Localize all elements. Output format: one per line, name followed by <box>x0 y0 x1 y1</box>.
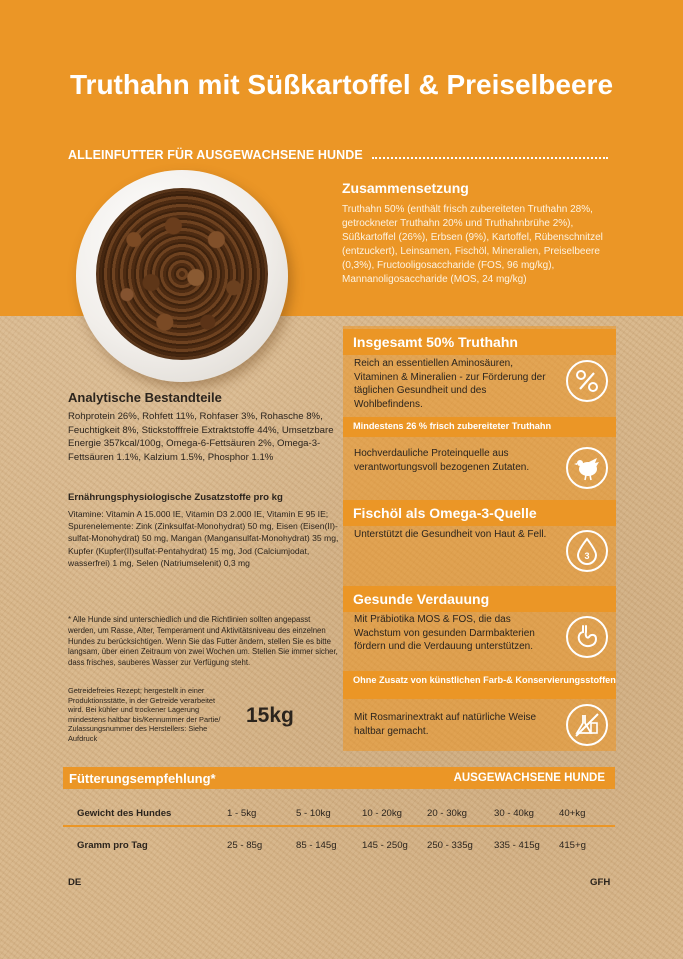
table-cell: 335 - 415g <box>494 840 540 851</box>
net-weight: 15kg <box>246 704 294 727</box>
feeding-note: * Alle Hunde sind unterschiedlich und die Richtlinien sollten angepasst werden, um Rasse, Alter, Temperament und Aktivitätsniveau des einzelnen Hundes zu berücksichtigen. Wenn Sie das Futter ändern, stellen Sie es bitte langsam, über einen Zeitraum von zwei Wochen um. Stellen Sie immer sicher, dass frisches, sauberes Wasser zur Verfügung steht. <box>68 615 338 668</box>
row-label: Gramm pro Tag <box>77 840 148 851</box>
table-cell: 85 - 145g <box>296 840 337 851</box>
table-divider <box>63 825 615 827</box>
no-chemicals-icon <box>566 704 608 746</box>
feature-heading: Fischöl als Omega-3-Quelle <box>343 500 616 526</box>
table-cell: 30 - 40kg <box>494 808 535 819</box>
svg-text:3: 3 <box>584 551 590 561</box>
feature-heading: Ohne Zusatz von künstlichen Farb-& Konservierungsstoffen <box>343 671 616 699</box>
omega3-drop-icon <box>566 530 608 572</box>
table-cell: 1 - 5kg <box>227 808 257 819</box>
feeding-header <box>63 767 615 789</box>
table-cell: 40+kg <box>559 808 586 819</box>
feature-heading: Mindestens 26 % frisch zubereiteter Truthahn <box>343 417 616 437</box>
table-cell: 10 - 20kg <box>362 808 403 819</box>
feature-heading: Insgesamt 50% Truthahn <box>343 329 616 355</box>
brand-code: GFH <box>590 877 611 888</box>
product-title: Truthahn mit Süßkartoffel & Preiselbeere <box>70 69 614 100</box>
table-cell: 415+g <box>559 840 586 851</box>
kibble-image <box>96 188 268 360</box>
composition-heading: Zusammensetzung <box>342 180 469 196</box>
stomach-icon <box>566 616 608 658</box>
additives-text: Vitamine: Vitamin A 15.000 IE, Vitamin D3 2.000 IE, Vitamin E 95 IE; Spurenelemente: Zink (Zinksulfat-Monohydrat) 50 mg, Eisen (Eisen(II)-sulfat-Monohydrat) 50 mg, Mangan (Mangansulfat-Monohydrat) 35 mg, Kupfer (Kupfer(II)sulfat-Pentahydrat) 15 mg, Jod (Calciumjodat, wasserfrei) 1 mg, Selen (Natriumselenit) 0,3 mg <box>68 509 339 568</box>
composition-text: Truthahn 50% (enthält frisch zubereiteten Truthahn 28%, getrockneter Truthahn 20% und Truthahnbrühe 2%), Süßkartoffel (26%), Erbsen (9%), Kartoffel, Rübenschnitzel (entzuckert), Leinsamen, Fischöl, Mineralien, Preiselbeere (0,3%), Fructooligosaccharide (FOS, 96 mg/kg), Mannanoligosaccharide (MOS, 24 mg/kg) <box>342 204 603 285</box>
analytic-text: Rohprotein 26%, Rohfett 11%, Rohfaser 3%, Rohasche 8%, Feuchtigkeit 8%, Stickstofffreie Extraktstoffe 44%, Umsetzbare Energie 357kcal/100g, Omega-6-Fettsäuren 2%, Omega-3-Fettsäuren 1.1%, Kalzium 1.5%, Phosphor 1.1% <box>68 411 334 463</box>
feature-heading: Gesunde Verdauung <box>343 586 616 612</box>
table-cell: 20 - 30kg <box>427 808 468 819</box>
turkey-icon <box>566 447 608 489</box>
table-row <box>63 804 615 824</box>
feature-text: Hochverdauliche Proteinquelle aus verantwortungsvoll bezogenen Zutaten. <box>354 448 530 473</box>
percent-icon <box>566 360 608 402</box>
feeding-heading: Fütterungsempfehlung* <box>69 771 216 786</box>
feature-text: Mit Präbiotika MOS & FOS, die das Wachstum von gesunden Darmbakterien fördern und die Verdauung unterstützen. <box>354 614 535 653</box>
feature-text: Reich an essentiellen Aminosäuren, Vitaminen & Mineralien - zur Förderung der täglichen Gesundheit und des Wohlbefindens. <box>354 358 546 410</box>
storage-note: Getreidefreies Rezept; hergestellt in einer Produktionsstätte, in der Getreide verarbeitet wird. Bei kühler und trockener Lagerung mindestens haltbar bis/Kennummer der Partie/ Zulassungsnummer des Herstellers: Siehe Aufdruck <box>68 686 221 743</box>
analytic-heading: Analytische Bestandteile <box>68 390 222 405</box>
feature-text: Unterstützt die Gesundheit von Haut & Fell. <box>354 529 547 540</box>
row-label: Gewicht des Hundes <box>77 808 172 819</box>
table-cell: 250 - 335g <box>427 840 473 851</box>
table-cell: 5 - 10kg <box>296 808 331 819</box>
additives-heading: Ernährungsphysiologische Zusatzstoffe pro kg <box>68 492 283 503</box>
feeding-target: AUSGEWACHSENE HUNDE <box>453 772 605 784</box>
table-cell: 25 - 85g <box>227 840 263 851</box>
feature-text: Mit Rosmarinextrakt auf natürliche Weise haltbar gemacht. <box>354 712 537 737</box>
product-subtitle: ALLEINFUTTER FÜR AUSGEWACHSENE HUNDE <box>68 148 363 162</box>
subtitle-dotted-rule <box>372 157 608 159</box>
table-cell: 145 - 250g <box>362 840 408 851</box>
table-row <box>63 836 615 856</box>
language-code: DE <box>68 877 82 888</box>
